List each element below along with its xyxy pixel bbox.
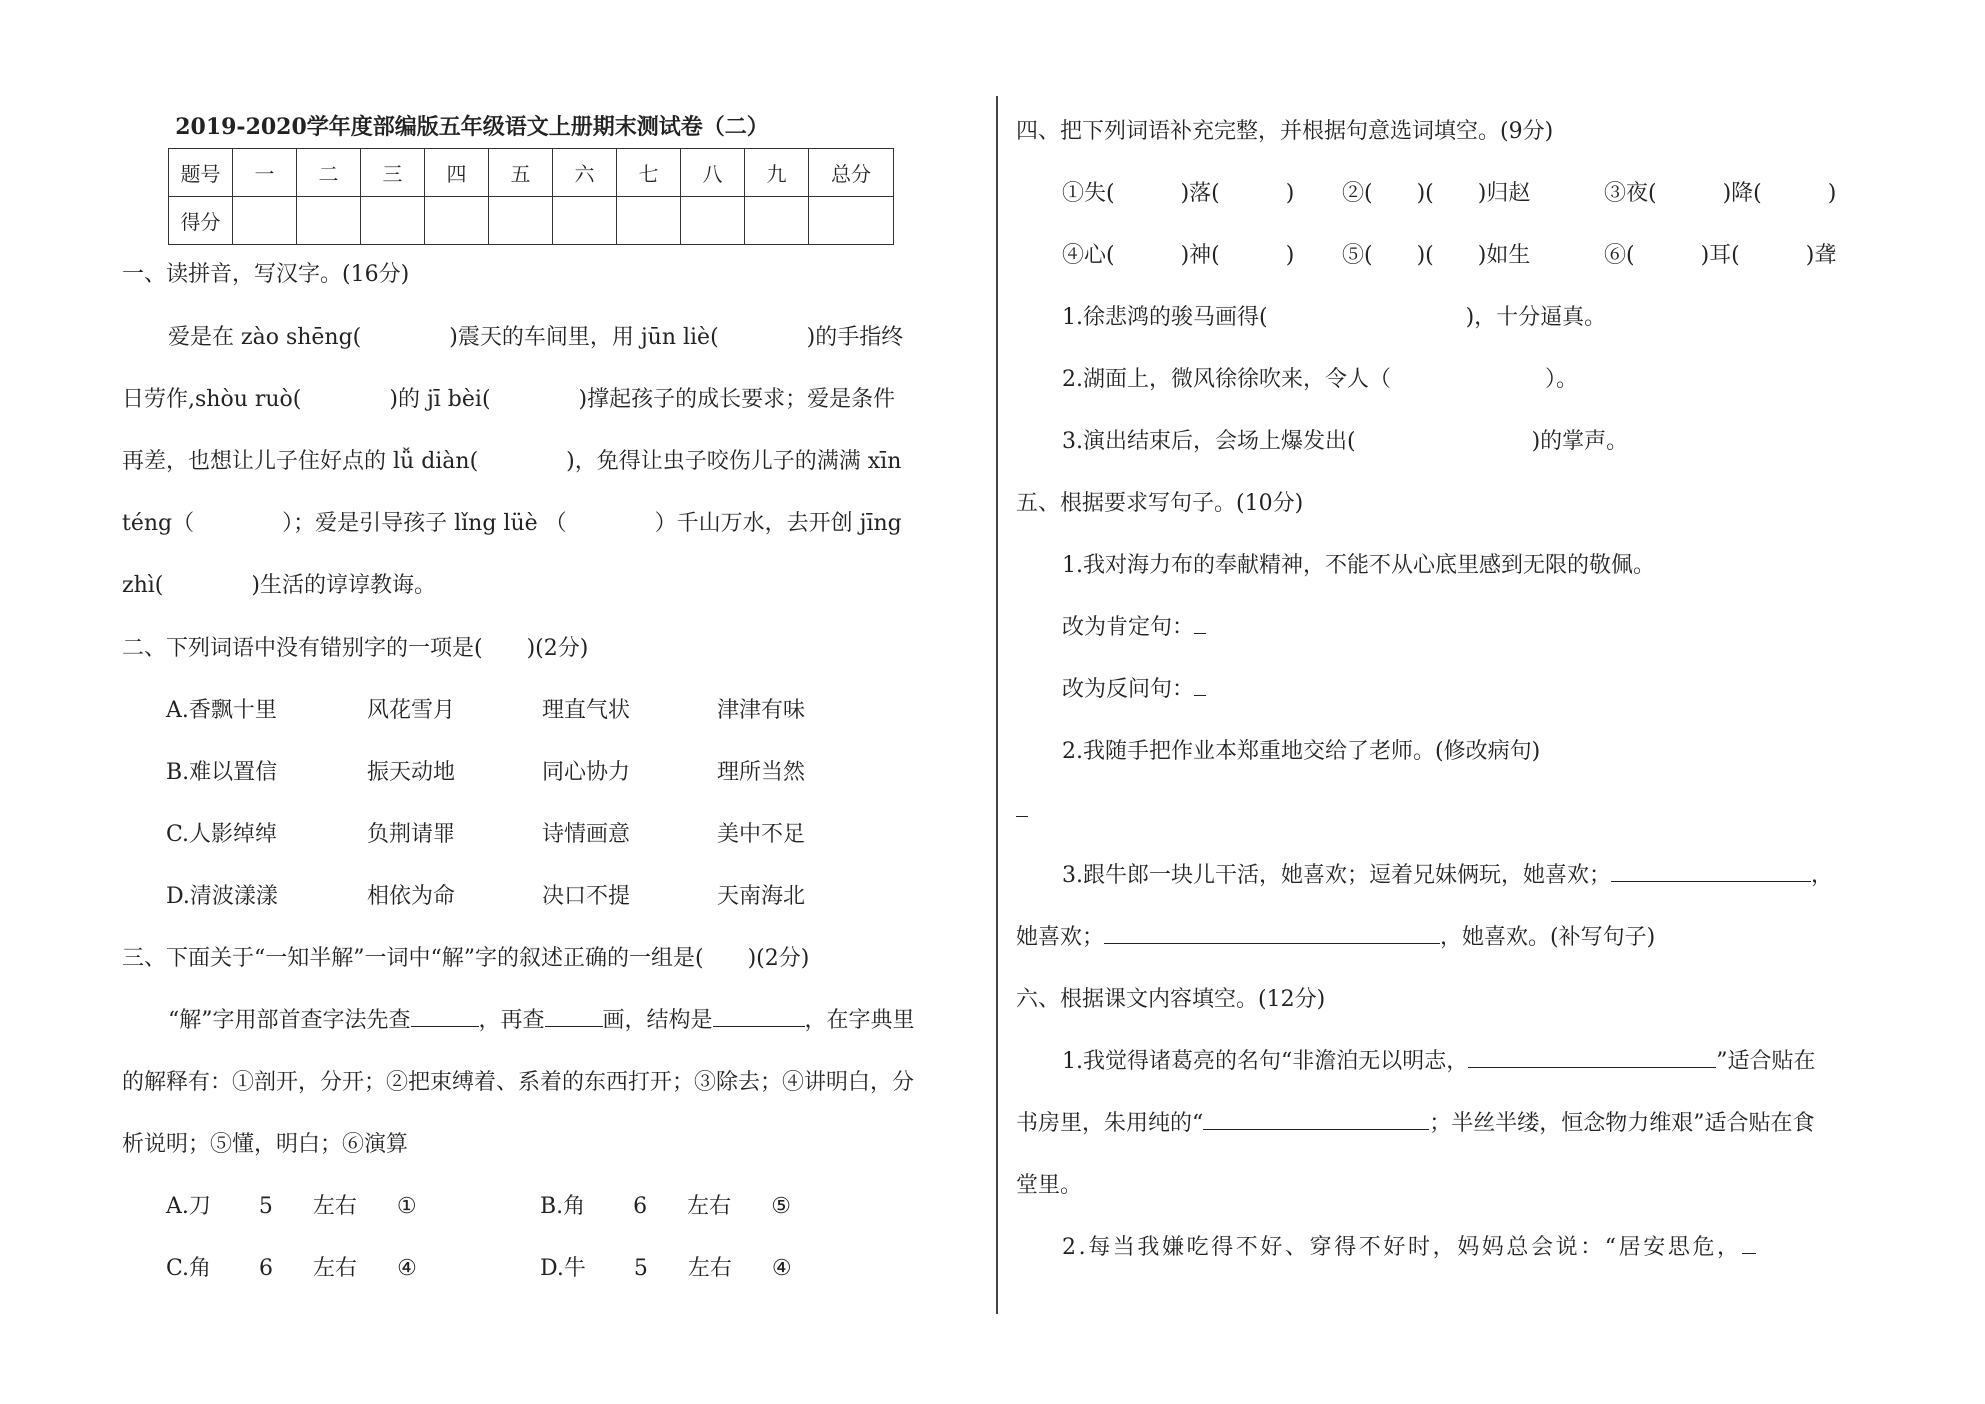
choice-b-meaning: ⑤ (771, 1194, 791, 1219)
word-fill-2[interactable]: ②( )( )归赵 (1342, 181, 1531, 206)
choice-c-strokes: 6 (259, 1256, 274, 1281)
answer-blank-sentence-1[interactable] (1611, 861, 1811, 882)
choice-b-structure: 左右 (687, 1194, 732, 1219)
word-fill-3[interactable]: ③夜( )降( ) (1604, 181, 1837, 206)
s6-q1-text-b: ”适合贴在 (1716, 1049, 1816, 1074)
s6-q2-line-1 (1062, 1230, 1756, 1261)
option-a-word-2: 风花雪月 (367, 698, 456, 723)
score-cell-total: 总分 (809, 149, 894, 197)
option-a[interactable]: A.香飘十里 (166, 698, 277, 723)
answer-blank-correction[interactable] (1016, 796, 1028, 817)
s3-text-c: 画，结构是 (602, 1008, 713, 1033)
score-input-cell[interactable] (489, 197, 553, 245)
section-5-heading: 五、根据要求写句子。(10分) (1016, 491, 1304, 516)
word-fill-4[interactable]: ④心( )神( ) (1062, 243, 1295, 268)
section-1-line-2: 日劳作,shòu ruò( )的 jī bèi( )撑起孩子的成长要求；爱是条件 (122, 387, 896, 412)
word-fill-5[interactable]: ⑤( )( )如生 (1342, 243, 1531, 268)
choice-d-structure: 左右 (687, 1256, 732, 1281)
answer-blank-zhu[interactable] (1203, 1109, 1429, 1130)
section-3-line-2: 的解释有：①剖开，分开；②把束缚着、系着的东西打开；③除去；④讲明白，分 (122, 1070, 915, 1095)
section-4-heading: 四、把下列词语补充完整，并根据句意选词填空。(9分) (1016, 119, 1554, 144)
word-fill-6[interactable]: ⑥( )耳( )聋 (1604, 243, 1837, 268)
s4-question-3: 3.演出结束后，会场上爆发出( )的掌声。 (1062, 429, 1629, 454)
choice-a-radical: A.刀 (166, 1194, 211, 1219)
s5-rhetorical-row (1062, 672, 1206, 703)
s5-affirmative-row (1062, 610, 1206, 641)
blank-strokes[interactable] (545, 1006, 603, 1027)
option-d[interactable]: D.清波漾漾 (166, 884, 278, 909)
section-3-heading: 三、下面关于“一知半解”一词中“解”字的叙述正确的一组是( )(2分) (122, 946, 810, 971)
choice-a-structure: 左右 (312, 1194, 357, 1219)
s5-q2-answer-row (1016, 796, 1028, 823)
option-c-word-2: 负荆请罪 (367, 822, 456, 847)
s5-affirmative-label: 改为肯定句： (1062, 615, 1195, 640)
answer-blank-sentence-2[interactable] (1104, 923, 1440, 944)
answer-blank-zhuge[interactable] (1468, 1047, 1716, 1068)
score-table-header-row (169, 149, 894, 197)
section-3-line-1 (168, 1003, 915, 1034)
score-input-cell[interactable] (297, 197, 361, 245)
choice-d[interactable] (540, 1251, 792, 1282)
s5-q3-text-c: 她喜欢； (1016, 925, 1105, 950)
option-a-word-4: 津津有味 (717, 698, 806, 723)
section-1-line-3: 再差，也想让儿子住好点的 lǚ diàn( )，免得让虫子咬伤儿子的满满 xīn (122, 449, 902, 474)
option-a-word-3: 理直气状 (542, 698, 631, 723)
choice-c-meaning: ④ (397, 1256, 417, 1281)
s5-q3-text-a: 3.跟牛郎一块儿干活，她喜欢；逗着兄妹俩玩，她喜欢； (1062, 863, 1611, 888)
blank-radical[interactable] (411, 1006, 479, 1027)
choice-a-meaning: ① (396, 1194, 417, 1219)
score-cell: 七 (617, 149, 681, 197)
s3-text-b: ，再查 (478, 1008, 545, 1033)
option-c[interactable]: C.人影绰绰 (166, 822, 278, 847)
s6-q1-text-c: 书房里，朱用纯的“ (1016, 1111, 1204, 1136)
option-d-word-2: 相依为命 (367, 884, 456, 909)
score-table-score-row (169, 197, 894, 245)
score-input-cell[interactable] (553, 197, 617, 245)
s6-q1-text-d: ；半丝半缕，恒念物力维艰”适合贴在食 (1429, 1111, 1815, 1136)
exam-title: 2019-2020学年度部编版五年级语文上册期末测试卷（二） (175, 114, 769, 140)
section-2-heading: 二、下列词语中没有错别字的一项是( )(2分) (122, 636, 589, 661)
word-fill-1[interactable]: ①失( )落( ) (1062, 181, 1295, 206)
section-1-line-1: 爱是在 zào shēng( )震天的车间里，用 jūn liè( )的手指终 (168, 325, 904, 350)
section-1-line-5: zhì( )生活的谆谆教诲。 (122, 573, 436, 598)
score-cell: 九 (745, 149, 809, 197)
score-input-cell[interactable] (681, 197, 745, 245)
section-3-line-3: 析说明；⑤懂，明白；⑥演算 (122, 1132, 409, 1157)
option-b[interactable]: B.难以置信 (166, 760, 278, 785)
s6-q1-line-2 (1016, 1106, 1815, 1137)
score-cell: 六 (553, 149, 617, 197)
choice-c-structure: 左右 (313, 1256, 358, 1281)
choice-c[interactable] (166, 1251, 417, 1282)
option-c-word-3: 诗情画意 (542, 822, 631, 847)
blank-structure[interactable] (713, 1006, 805, 1027)
s5-q3-text-b: ， (1811, 863, 1834, 888)
s5-q3-line-2 (1016, 920, 1655, 951)
option-c-word-4: 美中不足 (717, 822, 806, 847)
score-input-cell[interactable] (745, 197, 809, 245)
score-cell: 四 (425, 149, 489, 197)
option-d-word-4: 天南海北 (717, 884, 806, 909)
choice-d-meaning: ④ (771, 1256, 792, 1281)
score-input-cell[interactable] (233, 197, 297, 245)
score-table (168, 148, 894, 245)
section-6-heading: 六、根据课文内容填空。(12分) (1016, 987, 1326, 1012)
choice-d-strokes: 5 (633, 1256, 648, 1281)
answer-blank-juan[interactable] (1742, 1233, 1756, 1254)
s6-q1-line-1 (1062, 1044, 1816, 1075)
option-d-word-3: 决口不提 (542, 884, 631, 909)
score-cell: 五 (489, 149, 553, 197)
answer-blank-rhetorical[interactable] (1194, 675, 1206, 696)
choice-b-strokes: 6 (633, 1194, 648, 1219)
score-cell: 三 (361, 149, 425, 197)
choice-b[interactable] (540, 1189, 791, 1220)
choice-b-radical: B.角 (540, 1194, 586, 1219)
section-1-heading: 一、读拼音，写汉字。(16分) (122, 262, 410, 287)
s4-question-2: 2.湖面上，微风徐徐吹来，令人（ ）。 (1062, 367, 1578, 392)
choice-d-radical: D.牛 (540, 1256, 586, 1281)
score-row-label: 得分 (169, 197, 233, 245)
s5-q3-text-d: ，她喜欢。(补写句子) (1440, 925, 1656, 950)
choice-c-radical: C.角 (166, 1256, 212, 1281)
option-b-word-3: 同心协力 (542, 760, 631, 785)
score-input-cell[interactable] (617, 197, 681, 245)
s3-text-d: ，在字典里 (804, 1008, 915, 1033)
section-1-line-4: téng（ ）；爱是引导孩子 lǐng lüè （ ）千山万水，去开创 jīng (122, 511, 902, 536)
score-input-cell[interactable] (425, 197, 489, 245)
s5-question-1: 1.我对海力布的奉献精神，不能不从心底里感到无限的敬佩。 (1062, 553, 1655, 578)
score-cell: 八 (681, 149, 745, 197)
score-cell: 二 (297, 149, 361, 197)
score-input-cell[interactable] (809, 197, 894, 245)
s6-q1-text-a: 1.我觉得诸葛亮的名句“非澹泊无以明志， (1062, 1049, 1469, 1074)
answer-blank-affirmative[interactable] (1194, 613, 1206, 634)
s5-rhetorical-label: 改为反问句： (1062, 677, 1195, 702)
score-cell: 一 (233, 149, 297, 197)
s6-q2-text: 2.每当我嫌吃得不好、穿得不好时，妈妈总会说：“居安思危， (1062, 1235, 1742, 1260)
s5-q3-line-1 (1062, 858, 1833, 889)
choice-a[interactable] (166, 1189, 417, 1220)
s4-question-1: 1.徐悲鸿的骏马画得( )，十分逼真。 (1062, 305, 1607, 330)
s6-q1-line-3: 堂里。 (1016, 1173, 1083, 1198)
s5-question-2: 2.我随手把作业本郑重地交给了老师。(修改病句) (1062, 739, 1541, 764)
choice-a-strokes: 5 (258, 1194, 273, 1219)
option-b-word-2: 振天动地 (367, 760, 456, 785)
score-cell: 题号 (169, 149, 233, 197)
column-divider (996, 96, 998, 1314)
score-input-cell[interactable] (361, 197, 425, 245)
option-b-word-4: 理所当然 (717, 760, 806, 785)
s3-text-a: “解”字用部首查字法先查 (168, 1008, 411, 1033)
